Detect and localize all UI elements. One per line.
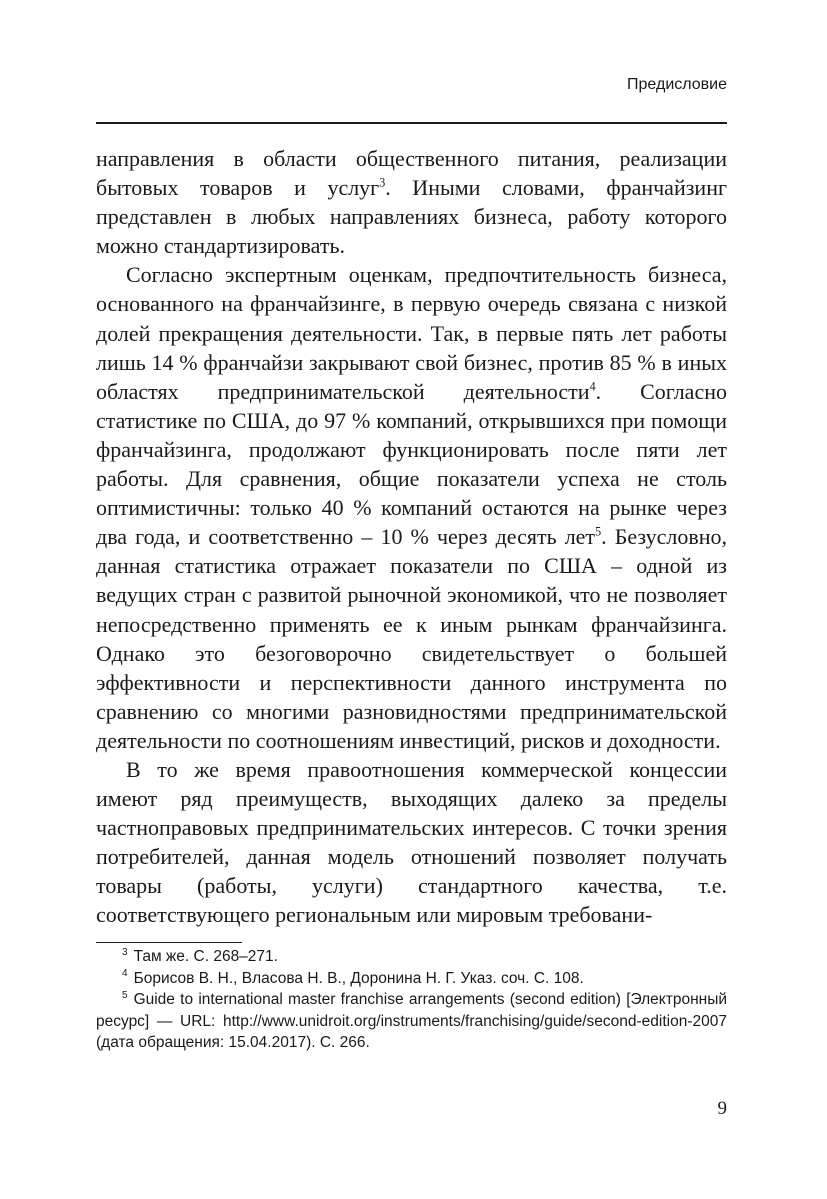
paragraph-1-text-b: . Иными словами, франчайзинг представлен в любых направлениях бизнеса, работу которого можно стандартизировать. <box>96 175 727 259</box>
paragraph-1-text-a: направления в области общественного питания, реализации бытовых товаров и услуг <box>96 146 727 201</box>
paragraph-3 <box>96 755 727 930</box>
footnote-mark: 5 <box>122 989 128 1001</box>
footnotes <box>96 946 727 1054</box>
header-divider <box>96 122 727 124</box>
footnote-mark: 3 <box>122 946 128 958</box>
footnote-text: Там же. С. 268–271. <box>133 948 278 965</box>
footnote-4 <box>96 968 727 990</box>
running-head-title: Предисловие <box>627 76 727 93</box>
footnote-divider <box>96 942 242 943</box>
paragraph-2 <box>96 260 727 755</box>
paragraph-3-text: В то же время правоотношения коммерческой концессии имеют ряд преимуществ, выходящих далеко за пределы частноправовых предпринимательских интересов. С точки зрения потребителей, данная модель отношений позволяет получать товары (работы, услуги) стандартного качества, т.е. соответствующего региональным или мировым требовани- <box>96 756 727 928</box>
footnote-mark: 4 <box>122 968 128 980</box>
footnote-ref-3[interactable]: 3 <box>379 175 386 190</box>
footnote-text: Борисов В. Н., Власова Н. В., Доронина Н. Г. Указ. соч. С. 108. <box>133 969 584 987</box>
paragraph-1 <box>96 144 727 260</box>
footnote-text: Guide to international master franchise arrangements (second edition) [Электронный ресурс] — URL: http://www.unidroit.org/instruments/franchising/guide/second-edition-2007 (дата обращения: 15.04.2017). С. 266. <box>96 991 727 1051</box>
footnote-5 <box>96 989 727 1054</box>
footnote-ref-5[interactable]: 5 <box>595 524 602 539</box>
paragraph-2-text-b: . Согласно статистике по США, до 97 % компаний, открывшихся при помощи франчайзинга, продолжают функционировать после пяти лет работы. Для сравнения, общие показатели успеха не столь оптимистичны: только 40 % компаний остаются на рынке через два года, и соответственно – 10 % через десять лет <box>96 378 727 550</box>
page-number: 9 <box>717 1098 727 1119</box>
body-text <box>96 144 727 930</box>
footnote-ref-4[interactable]: 4 <box>589 379 596 394</box>
footnote-3 <box>96 946 727 968</box>
paragraph-2-text-c: . Безусловно, данная статистика отражает показатели по США – одной из ведущих стран с развитой рыночной экономикой, что не позволяет непосредственно применять ее к иным рынкам франчайзинга. Однако это безоговорочно свидетельствует о большей эффективности и перспективности данного инструмента по сравнению со многими разновидностями предпринимательской деятельности по соотношениям инвестиций, рисков и доходности. <box>96 524 727 753</box>
paragraph-2-text-a: Согласно экспертным оценкам, предпочтительность бизнеса, основанного на франчайзинге, в первую очередь связана с низкой долей прекращения деятельности. Так, в первые пять лет работы лишь 14 % франчайзи закрывают свой бизнес, против 85 % в иных областях предпринимательской деятельности <box>96 262 727 404</box>
